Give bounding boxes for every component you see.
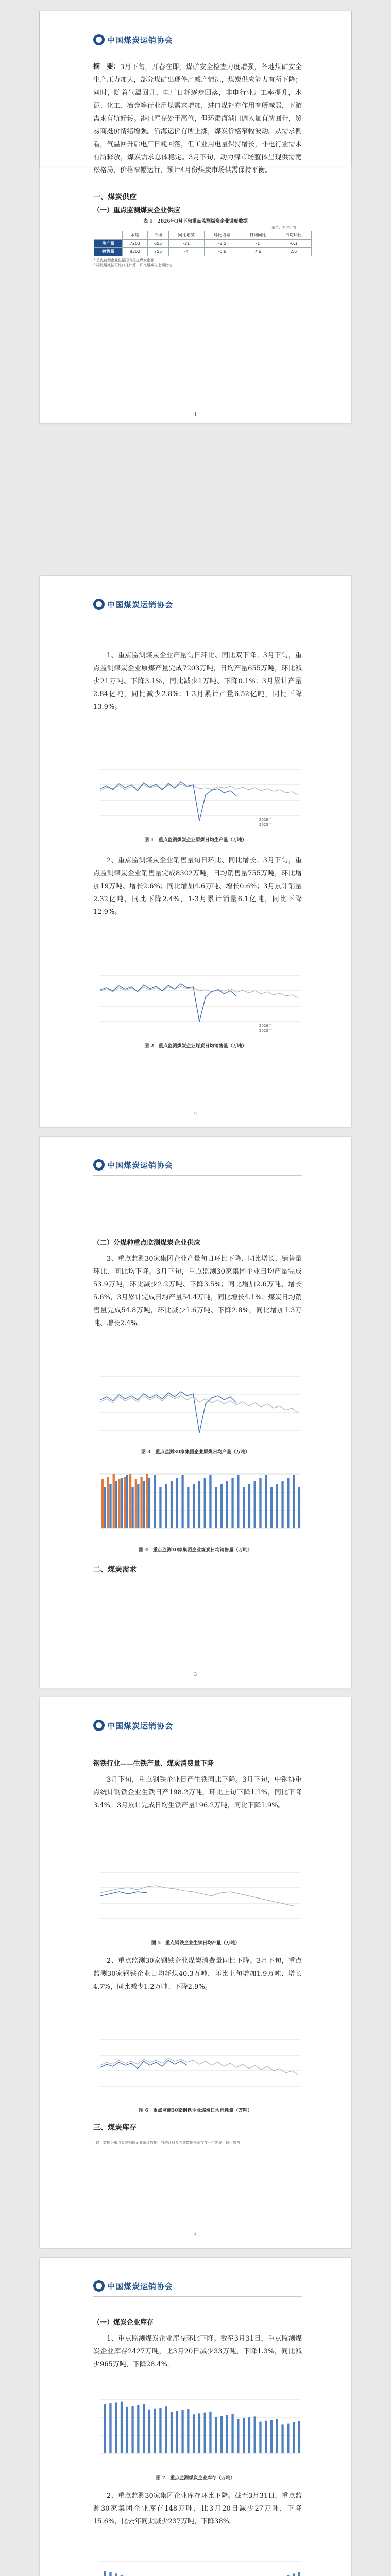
summary-title: 摘 要：	[93, 63, 121, 71]
table-cell: 7203	[123, 240, 148, 248]
table-header-cell	[94, 231, 123, 240]
fig7-bars	[104, 2402, 301, 2453]
bar-current	[226, 1481, 228, 1528]
table-row-label: 销售量	[94, 248, 123, 256]
page-header	[40, 576, 351, 625]
bar-current	[181, 2410, 183, 2453]
bar-current	[154, 1475, 156, 1528]
fig6-axes	[100, 2040, 300, 2086]
table-cell: 655	[147, 240, 168, 248]
table-row	[94, 248, 312, 256]
bar-current	[131, 1487, 133, 1528]
table-cell: 8302	[123, 248, 148, 256]
page-header	[40, 1697, 351, 1746]
bar-current	[198, 1481, 200, 1528]
bar-current	[293, 2573, 295, 2576]
steel-industry-title: 钢铁行业——生铁产量、煤炭消费量下降	[93, 1760, 214, 1768]
enterprise-inventory-paragraph: 1、重点监测煤炭企业库存环比下降。截至3月31日，重点监测煤炭企业库存2427万吨，比3月20日减少33万吨，下降1.3%，同比减少965万吨，下降28.4%。	[93, 2335, 302, 2368]
bar-current	[281, 1481, 283, 1528]
bar-current	[126, 2407, 128, 2453]
fig4-bar-chart	[89, 1464, 305, 1541]
bar-current	[193, 1484, 195, 1528]
table-cell: 2.6	[276, 248, 311, 256]
bar-current	[276, 2419, 278, 2453]
bar-current	[154, 2409, 156, 2453]
supply-data-table	[94, 231, 312, 256]
fig1-caption: 图 1 重点监测煤炭企业原煤日均生产量（万吨）	[144, 838, 247, 843]
fig3-caption: 图 3 重点监测30家集团企业原煤日均产量（万吨）	[141, 1450, 250, 1455]
bar-current	[121, 2402, 123, 2453]
fig8-axes	[100, 2562, 300, 2576]
table-header-cell: 本期	[123, 231, 148, 240]
header-rule	[93, 2296, 302, 2297]
table-cell: -0.6	[204, 248, 240, 256]
sales-paragraph: 2、重点监测煤炭企业销售量旬日环比、同比增长。3月下旬，重点监测煤炭企业销售量完成8302万吨，日均销售量755万吨，环比增加19万吨、增长2.6%；同比增加4.6万吨、增长0.6%；3月累计销量2.32亿吨，同比下降2.4%，1-3月累计销量6.1亿吨，同比下降12.9%。	[93, 857, 302, 916]
svg-text:2026年: 2026年	[259, 818, 272, 822]
report-page-1-body	[40, 11, 351, 588]
fig8-bar-chart	[89, 2551, 305, 2576]
bar-current	[171, 2412, 173, 2453]
page-number: 4	[194, 2233, 197, 2238]
bar-current	[298, 1487, 300, 1528]
bar-prior	[113, 1474, 115, 1528]
bar-current	[148, 1478, 150, 1528]
bar-prior	[129, 1474, 131, 1528]
bar-current	[254, 2416, 256, 2453]
bar-current	[254, 1481, 256, 1528]
footnote-1: ¹ 重点监测企业包括国有重点煤炭企业	[94, 258, 155, 262]
bar-current	[293, 2422, 295, 2453]
bar-current	[115, 2402, 117, 2453]
fig2-caption: 图 2 重点监测煤炭企业煤炭日均销售量（万吨）	[144, 1044, 247, 1049]
bar-current	[265, 1475, 267, 1528]
bar-current	[209, 1475, 211, 1528]
table-unit: 单位：万吨，%	[271, 226, 297, 230]
bar-current	[131, 2406, 133, 2453]
fig7-bar-chart	[89, 2389, 305, 2466]
bar-current	[137, 2405, 139, 2453]
bar-current	[293, 1475, 295, 1528]
fig3-series-prior	[100, 1395, 298, 1413]
footnote-2: ² 同比增减按可比口径计算，环比增减与上期比较	[94, 263, 173, 267]
fig2-series-prior	[100, 986, 298, 998]
fig5-caption: 图 5 重点钢铁企业生铁日均产量（万吨）	[151, 1941, 240, 1946]
bar-current	[159, 1487, 161, 1528]
page4-footnote: ¹ 以上数据为重点监测钢铁企业统计数据，与统计局及其他数据来源存在一定差异，仅供参考	[93, 2141, 241, 2145]
bar-current	[215, 2417, 217, 2453]
fig3-line-chart	[89, 1366, 305, 1443]
fig4-bars	[101, 1474, 300, 1528]
bar-current	[187, 2409, 189, 2453]
bar-current	[109, 2572, 111, 2576]
bar-prior	[118, 1479, 120, 1528]
fig8-bars	[104, 2571, 301, 2576]
table-header-cell: 日均环比	[276, 231, 311, 240]
table-cell: 7.6	[240, 248, 276, 256]
bar-current	[104, 2404, 106, 2453]
bar-current	[121, 1478, 123, 1528]
steel-coal-consumption-paragraph: 2、重点监测30家钢铁企业煤炭消费量同比下降。3月下旬，重点监测30家钢铁企业日均耗煤40.3万吨，环比上旬增加1.9万吨、增长4.7%，同比减少1.2万吨、下降2.9%。	[93, 1957, 302, 1991]
fig6-series-current	[100, 2060, 187, 2069]
bar-current	[198, 2413, 200, 2453]
page-number: 3	[194, 1672, 197, 1677]
bar-current	[187, 1487, 189, 1528]
bar-current	[176, 1478, 178, 1528]
table-header-cell: 日均	[147, 231, 168, 240]
bar-current	[137, 1484, 139, 1528]
bar-current	[226, 2415, 228, 2453]
bar-current	[259, 1478, 261, 1528]
bar-prior	[135, 1479, 137, 1528]
header-org-name: 中国煤炭运销协会	[107, 600, 174, 609]
bar-current	[204, 2413, 206, 2453]
section-supply-title: 一、煤炭供应	[93, 193, 137, 201]
bar-current	[104, 2571, 106, 2576]
bar-current	[171, 1481, 173, 1528]
association-logo-icon	[93, 2280, 105, 2292]
table-row-label: 生产量	[94, 240, 123, 248]
table-row	[94, 240, 312, 248]
fig2-line-chart	[89, 965, 305, 1037]
bar-current	[115, 1481, 117, 1528]
bar-current	[143, 2404, 145, 2453]
page-header	[40, 2258, 351, 2307]
association-logo-icon	[93, 599, 105, 610]
bar-current	[298, 2421, 300, 2453]
fig7-caption: 图 7 重点监测煤炭企业库存（万吨）	[156, 2476, 235, 2481]
bar-current	[281, 2424, 283, 2453]
bar-current	[109, 1484, 111, 1528]
bar-current	[165, 2406, 167, 2453]
bar-prior	[124, 1477, 126, 1528]
bar-prior	[140, 1477, 142, 1528]
association-logo-icon	[93, 1720, 105, 1731]
svg-text:2026年: 2026年	[259, 1024, 272, 1028]
fig1-series-prior	[100, 784, 298, 795]
page-number: 2	[194, 1112, 197, 1117]
bar-current	[276, 1484, 278, 1528]
table-header-cell: 同比增减	[168, 231, 204, 240]
fig2-axes	[100, 975, 300, 1022]
bar-current	[237, 2419, 239, 2453]
bar-current	[193, 2414, 195, 2453]
section-demand-title: 二、煤炭需求	[93, 1566, 137, 1574]
header-org-name: 中国煤炭运销协会	[107, 2282, 174, 2291]
svg-text:2025年: 2025年	[259, 1029, 272, 1033]
fig5-series-current	[100, 1892, 147, 1896]
bar-current	[109, 2403, 111, 2453]
bar-current	[181, 1475, 183, 1528]
page-header	[40, 1137, 351, 1185]
bar-current	[126, 1475, 128, 1528]
bar-current	[243, 1487, 245, 1528]
header-org-name: 中国煤炭运销协会	[107, 1161, 174, 1170]
bar-current	[220, 2416, 223, 2453]
bar-current	[231, 1478, 233, 1528]
header-org-name: 中国煤炭运销协会	[107, 1721, 174, 1731]
bar-current	[270, 1487, 273, 1528]
subsection-enterprise-inventory-title: （一）煤炭企业库存	[93, 2319, 154, 2327]
fig4-caption: 图 4 重点监测30家集团企业煤炭日均销售量（万吨）	[139, 1548, 252, 1553]
table-cell: -3.5	[204, 240, 240, 248]
bar-prior	[101, 1479, 104, 1528]
bar-current	[176, 2411, 178, 2453]
bar-current	[209, 2412, 211, 2453]
table-cell: -0.1	[276, 240, 311, 248]
bar-current	[287, 2424, 289, 2453]
subsection-coal-type-title: （二）分煤种重点监测煤炭企业供应	[93, 1239, 201, 1247]
bar-current	[215, 1487, 217, 1528]
fig6-caption: 图 6 重点监测30家钢铁企业煤炭日均消耗量（万吨）	[139, 2108, 252, 2113]
report-page-3	[40, 1137, 351, 1688]
table-cell: -1	[240, 240, 276, 248]
association-logo-icon	[93, 1159, 105, 1171]
bar-current	[265, 2421, 267, 2453]
svg-text:2025年: 2025年	[259, 823, 272, 827]
bar-current	[148, 2410, 150, 2453]
subsection-key-enterprises-title: （一）重点监测煤炭企业供应	[93, 207, 181, 214]
fig6-line-chart	[89, 2029, 305, 2102]
bar-current	[298, 2572, 300, 2576]
table-header-cell: 环比增减	[204, 231, 240, 240]
fig5-axes	[100, 1872, 300, 1919]
header-org-name: 中国煤炭运销协会	[107, 36, 174, 45]
bar-current	[243, 2418, 245, 2453]
fig5-line-chart	[89, 1862, 305, 1934]
report-page-2	[40, 576, 351, 1127]
table-header-cell: 日均同比	[240, 231, 276, 240]
bar-current	[259, 2422, 261, 2453]
bar-current	[237, 1475, 239, 1528]
bar-current	[104, 1487, 106, 1528]
header-rule	[93, 1175, 302, 1176]
page-number: 1	[194, 412, 197, 417]
group-enterprise-paragraph: 3、重点监测30家集团企业产量旬日环比下降、同比增长，销售量环比、同比均下降。3月下旬，重点监测30家集团企业日均产量完成53.9万吨，环比减少2.2万吨、下降3.5%；同比增加2.6万吨、增长5.6%，3月累计完成日均产量54.4万吨，同比增长4.1%；煤炭日均销售量完成54.8万吨，环比减少1.6万吨、下降2.8%，同比增加1.3万吨、增长2.4%。	[93, 1255, 302, 1327]
fig3-axes	[100, 1376, 300, 1430]
fig2-series-current	[100, 984, 236, 1022]
fig1-line-chart	[89, 759, 305, 831]
report-page-4	[40, 1697, 351, 2248]
bar-prior	[146, 1474, 148, 1528]
bar-current	[159, 2408, 161, 2453]
bar-prior	[107, 1477, 109, 1528]
group-inventory-paragraph: 2、重点监测30家集团企业库存环比下降。截至3月31日，重点监测30家集团企业库存148万吨，比3月20日减少27万吨，下降15.6%，比去年同期减少237万吨，下降38%。	[93, 2492, 302, 2526]
bar-current	[165, 1484, 167, 1528]
bar-current	[248, 1484, 250, 1528]
table-cell: 755	[147, 248, 168, 256]
summary-text: 3月下旬，开春在即，煤矿安全检查力度增强，各地煤矿安全生产压力加大，部分煤矿出现停产减产情况，煤炭供应能力有所下降；同时，随着气温回升，电厂日耗逐步回落，非电行业开工率提升，水泥、化工、冶金等行业用煤需求增加，进口煤补充作用有所减弱，下游需求有所好转。港口库存处于高位，但环渤海港口调入量有所回升，贸易商挺价情绪增强。沿海运价有所上涨，煤炭价格窄幅波动。从需求侧看，气温回升后电厂日耗回落，但工业用电量保持增长，非电行业需求有所释放，煤炭需求总体稳定。3月下旬，动力煤市场整体呈现供需宽松格局，价格窄幅运行，预计4月份煤炭市场供需保持平衡。	[93, 63, 302, 174]
report-page-5	[40, 2258, 351, 2576]
bar-current	[220, 1484, 223, 1528]
fig1-axes	[100, 769, 300, 816]
bar-current	[270, 2420, 273, 2453]
fig6-series-prior	[100, 2058, 298, 2075]
bar-current	[231, 2414, 233, 2453]
table-cell: -21	[168, 240, 204, 248]
section-inventory-title: 三、煤炭库存	[93, 2124, 137, 2132]
table-cell: -4	[168, 248, 204, 256]
bar-current	[287, 1478, 289, 1528]
bar-current	[204, 1478, 206, 1528]
bar-current	[248, 2417, 250, 2453]
table-1-caption: 表 1 2026年3月下旬重点监测煤炭企业调度数据	[143, 219, 248, 224]
bar-current	[115, 2573, 117, 2576]
bar-current	[143, 1481, 145, 1528]
pig-iron-paragraph: 3月下旬，重点钢铁企业日产生铁同比下降。3月下旬，中钢协重点统计钢铁企业生铁日产198.2万吨，环比上旬下降1.1%，同比下降3.4%。3月累计完成日均生铁产量196.2万吨，同比下降1.9%。	[93, 1776, 302, 1809]
production-paragraph: 1、重点监测煤炭企业产量旬日环比、同比双下降。3月下旬，重点监测煤炭企业原煤产量完成7203万吨，日均产量655万吨，环比减少21万吨、下降3.1%，同比减少1万吨、下降0.1%；3月累计产量2.84亿吨，同比减少2.8%；1-3月累计产量6.52亿吨，同比下降13.9%。	[93, 652, 302, 711]
